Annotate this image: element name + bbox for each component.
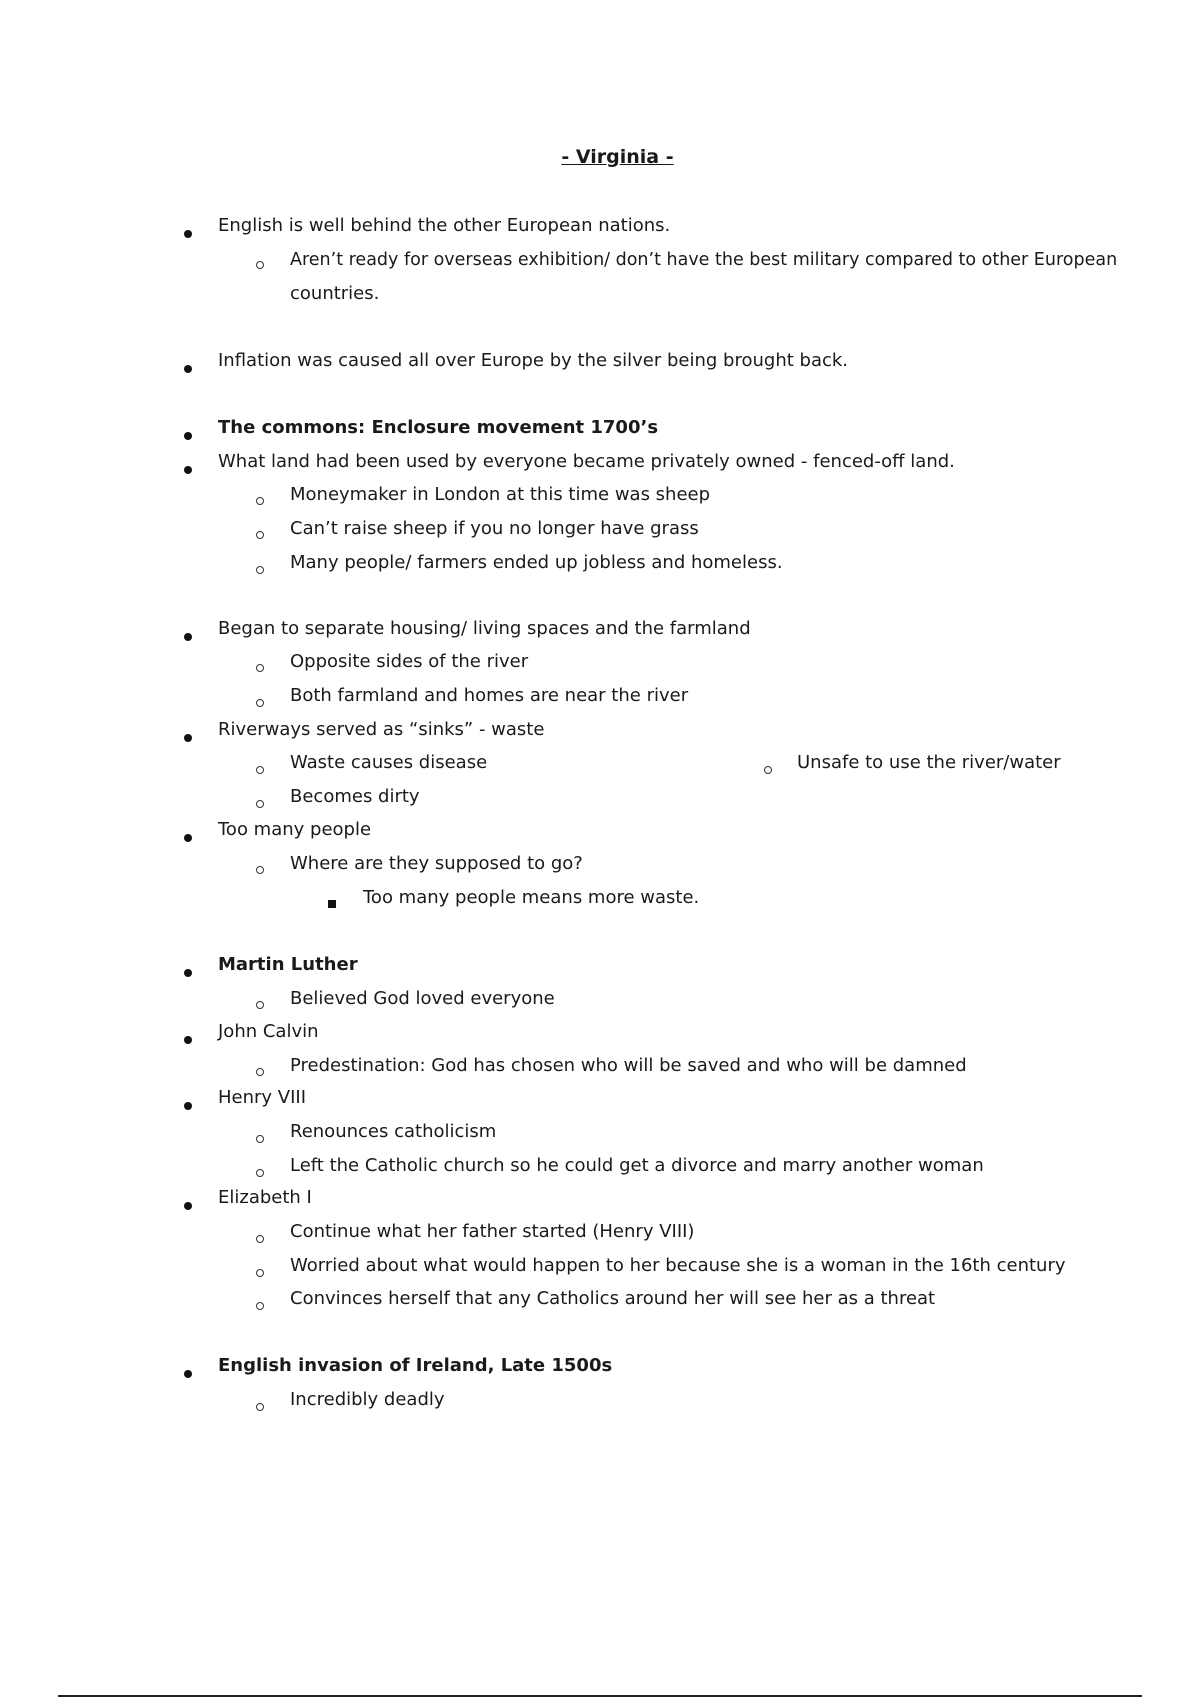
list-item: Too many people bbox=[218, 819, 372, 840]
bullet-dot-icon bbox=[184, 423, 192, 447]
list-item: Elizabeth I bbox=[218, 1187, 312, 1208]
bullet-circle-icon bbox=[256, 1160, 264, 1184]
list-item: Began to separate housing/ living spaces and the farmland bbox=[218, 618, 751, 639]
list-item: Too many people means more waste. bbox=[363, 887, 700, 908]
list-item: Can’t raise sheep if you no longer have grass bbox=[290, 518, 699, 539]
list-item: Martin Luther bbox=[218, 954, 358, 975]
list-item: Becomes dirty bbox=[290, 786, 420, 807]
bullet-circle-icon bbox=[256, 488, 264, 512]
bullet-dot-icon bbox=[184, 1361, 192, 1385]
bullet-circle-icon bbox=[256, 690, 264, 714]
list-item: Aren’t ready for overseas exhibition/ don’t have the best military compared to other European bbox=[290, 250, 1118, 270]
list-item: Many people/ farmers ended up jobless and homeless. bbox=[290, 552, 783, 573]
bullet-square-icon bbox=[328, 891, 336, 915]
list-item: Both farmland and homes are near the river bbox=[290, 685, 689, 706]
list-item: Renounces catholicism bbox=[290, 1121, 497, 1142]
bullet-dot-icon bbox=[184, 960, 192, 984]
bullet-circle-icon bbox=[256, 655, 264, 679]
list-item: Opposite sides of the river bbox=[290, 651, 529, 672]
bullet-circle-icon bbox=[256, 992, 264, 1016]
bullet-circle-icon bbox=[256, 1226, 264, 1250]
list-item: Unsafe to use the river/water bbox=[797, 752, 1061, 773]
list-item: Believed God loved everyone bbox=[290, 988, 555, 1009]
list-item: John Calvin bbox=[218, 1021, 319, 1042]
bullet-circle-icon bbox=[256, 557, 264, 581]
bullet-circle-icon bbox=[256, 1059, 264, 1083]
bullet-dot-icon bbox=[184, 725, 192, 749]
bullet-circle-icon bbox=[256, 1260, 264, 1284]
list-item: What land had been used by everyone became privately owned - fenced-off land. bbox=[218, 451, 955, 472]
bullet-circle-icon bbox=[256, 791, 264, 815]
bullet-dot-icon bbox=[184, 221, 192, 245]
list-item: countries. bbox=[290, 283, 380, 304]
bullet-circle-icon bbox=[256, 857, 264, 881]
bullet-dot-icon bbox=[184, 825, 192, 849]
bullet-dot-icon bbox=[184, 356, 192, 380]
list-item: Continue what her father started (Henry VIII) bbox=[290, 1221, 695, 1242]
footer-rule bbox=[58, 1695, 1142, 1697]
list-item: Convinces herself that any Catholics around her will see her as a threat bbox=[290, 1288, 936, 1309]
bullet-circle-icon bbox=[256, 252, 264, 276]
bullet-circle-icon bbox=[256, 522, 264, 546]
list-item: Where are they supposed to go? bbox=[290, 853, 583, 874]
list-item: Riverways served as “sinks” - waste bbox=[218, 719, 545, 740]
list-item: Waste causes disease bbox=[290, 752, 488, 773]
bullet-circle-icon bbox=[256, 1394, 264, 1418]
list-item: Predestination: God has chosen who will be saved and who will be damned bbox=[290, 1055, 967, 1076]
list-item: Inflation was caused all over Europe by the silver being brought back. bbox=[218, 350, 849, 371]
bullet-circle-icon bbox=[256, 1293, 264, 1317]
bullet-dot-icon bbox=[184, 1193, 192, 1217]
list-item: The commons: Enclosure movement 1700’s bbox=[218, 417, 659, 438]
list-item: Worried about what would happen to her because she is a woman in the 16th century bbox=[290, 1255, 1066, 1276]
bullet-circle-icon bbox=[256, 1126, 264, 1150]
bullet-dot-icon bbox=[184, 1093, 192, 1117]
bullet-dot-icon bbox=[184, 624, 192, 648]
bullet-dot-icon bbox=[184, 1027, 192, 1051]
list-item: Left the Catholic church so he could get a divorce and marry another woman bbox=[290, 1155, 984, 1176]
page-title: - Virginia - bbox=[561, 146, 674, 168]
bullet-dot-icon bbox=[184, 457, 192, 481]
bullet-circle-icon bbox=[256, 757, 264, 781]
bullet-circle-icon bbox=[764, 757, 772, 781]
list-item: Incredibly deadly bbox=[290, 1389, 445, 1410]
list-item: English is well behind the other European nations. bbox=[218, 215, 671, 236]
list-item: Henry VIII bbox=[218, 1087, 307, 1108]
list-item: Moneymaker in London at this time was sheep bbox=[290, 484, 711, 505]
list-item: English invasion of Ireland, Late 1500s bbox=[218, 1355, 613, 1376]
